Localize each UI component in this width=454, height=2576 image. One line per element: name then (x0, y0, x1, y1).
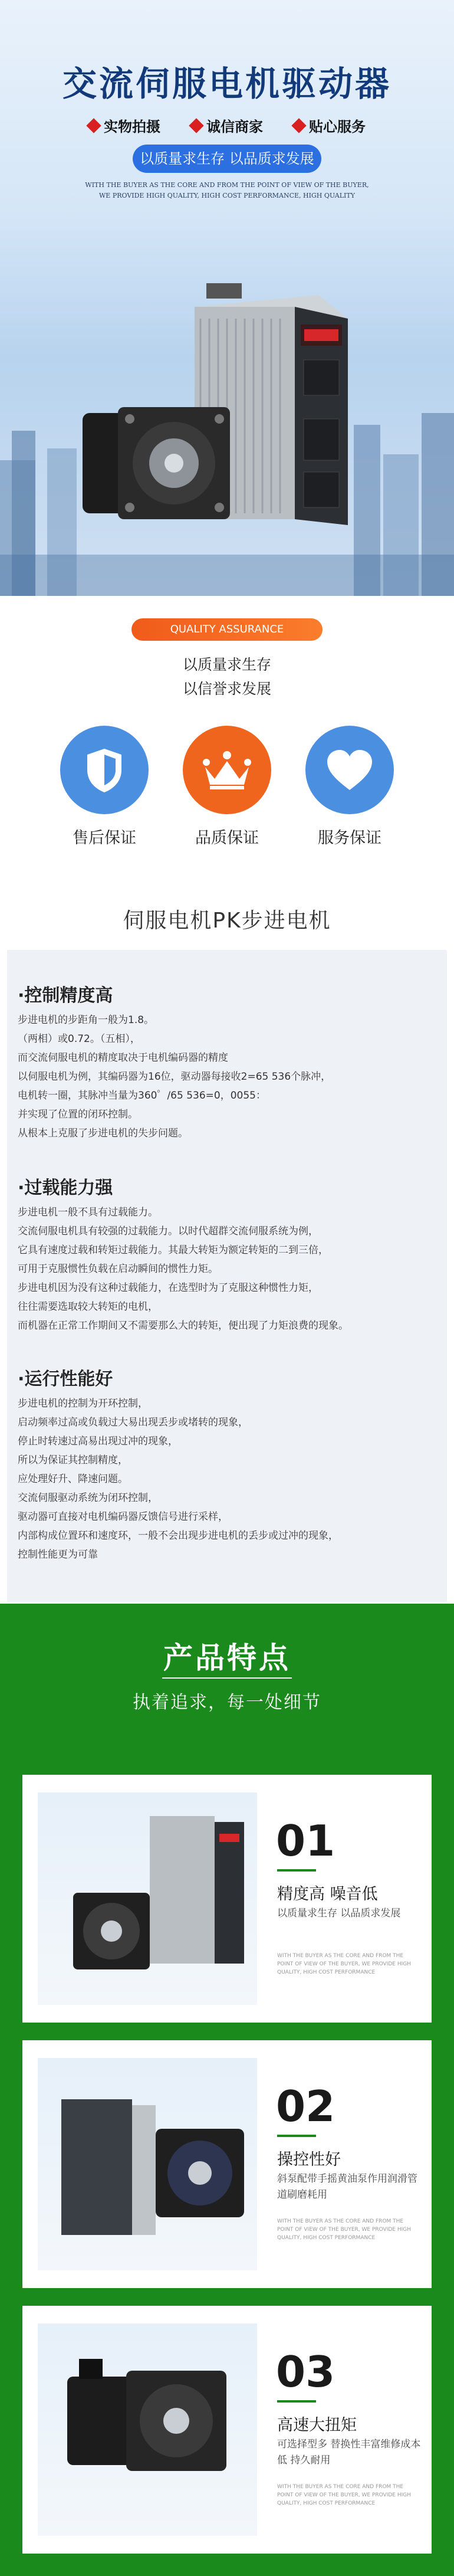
feature-underline (277, 2135, 316, 2137)
guarantee-quality (177, 726, 277, 848)
feature-english-text: WITH THE BUYER AS THE CORE AND FROM THE POINT OF VIEW OF THE BUYER, WE PROVIDE HIGH QUALITY, HIGH COST PERFORMANCE (277, 2484, 411, 2506)
compare-panel (7, 950, 447, 1602)
compare-line: 它具有速度过载和转矩过载能力。其最大转矩为额定转矩的二到三倍， (18, 1244, 328, 1256)
compare-line: 交流伺服驱动系统为闭环控制， (18, 1492, 158, 1504)
hero-feature-list (0, 115, 454, 136)
compare-line: 停止时转速过高易出现过冲的现象， (18, 1436, 178, 1447)
compare-line: 步进电机一般不具有过载能力。 (18, 1207, 158, 1218)
features-subtitle: 执着追求，每一处细节 (133, 1692, 321, 1713)
guarantee-list (0, 726, 454, 850)
compare-line: 内部构成位置环和速度环，一般不会出现步进电机的丢步或过冲的现象， (18, 1530, 338, 1542)
guarantee-label: 品质保证 (195, 829, 259, 847)
compare-line: 步进电机因为没有这种过载能力，在选型时为了克服这种惯性力矩， (18, 1282, 318, 1294)
compare-line: 步进电机的步距角一般为1.8。 (18, 1014, 154, 1026)
guarantee-label: 售后保证 (73, 829, 136, 847)
servo-motor-illustration (83, 389, 236, 543)
guarantee-circle (60, 726, 149, 814)
hero-banner (0, 0, 454, 596)
product-image (38, 1792, 257, 2005)
compare-title: 伺服电机PK步进电机 (123, 909, 331, 933)
compare-line: 驱动器可直接对电机编码器反馈信号进行采样， (18, 1511, 228, 1523)
compare-line: 往往需要选取较大转矩的电机， (18, 1301, 158, 1313)
feature-card-2 (22, 2040, 432, 2288)
qa-line-1: 以质量求生存 (182, 656, 271, 673)
product-image (38, 2058, 257, 2270)
hero-feature-3 (294, 115, 366, 136)
compare-line: 并实现了位置的闭环控制。 (18, 1109, 138, 1120)
compare-line: 而交流伺服电机的精度取决于电机编码器的精度 (18, 1052, 228, 1064)
feature-name: 高速大扭矩 (277, 2416, 357, 2434)
hero-english-line: WITH THE BUYER AS THE CORE AND FROM THE POINT OF VIEW OF THE BUYER, (85, 181, 369, 189)
drive-motor-image (38, 1792, 257, 2005)
compare-line: 应处理好升、降速问题。 (18, 1473, 128, 1485)
hero-slogan: 以质量求生存 以品质求发展 (133, 145, 321, 173)
hero-feature-label: 贴心服务 (309, 119, 366, 135)
feature-name: 精度高 噪音低 (277, 1885, 378, 1903)
feature-card-3 (22, 2306, 432, 2554)
compare-line: （两相）或0.72。（五相）， (18, 1033, 140, 1045)
hero-feature-label: 实物拍摄 (104, 119, 160, 135)
compare-line: 控制性能更为可靠 (18, 1549, 98, 1561)
shield-icon (84, 746, 125, 794)
compare-line: 从根本上克服了步进电机的失步问题。 (18, 1128, 188, 1139)
diamond-icon (86, 118, 101, 133)
compare-line: 交流伺服电机具有较强的过载能力。以时代超群交流伺服系统为例， (18, 1225, 318, 1237)
heart-icon (325, 748, 374, 792)
hero-english-text (80, 180, 374, 201)
compare-line: 可用于克服惯性负载在启动瞬间的惯性力矩。 (18, 1263, 218, 1275)
hero-feature-1 (88, 115, 160, 136)
diamond-icon (291, 118, 306, 133)
compare-line: 启动频率过高或负载过大易出现丢步或堵转的现象， (18, 1417, 248, 1428)
compare-line: 所以为保证其控制精度， (18, 1454, 128, 1466)
features-title: 产品特点 (163, 1641, 291, 1675)
feature-english-text: WITH THE BUYER AS THE CORE AND FROM THE POINT OF VIEW OF THE BUYER, WE PROVIDE HIGH QUALITY, HIGH COST PERFORMANCE (277, 2218, 411, 2241)
hero-feature-2 (191, 115, 263, 136)
feature-english-text: WITH THE BUYER AS THE CORE AND FROM THE POINT OF VIEW OF THE BUYER, WE PROVIDE HIGH QUALITY, HIGH COST PERFORMANCE (277, 1953, 411, 1975)
guarantee-service (300, 726, 400, 848)
compare-heading: ·控制精度高 (18, 985, 113, 1006)
product-image (38, 2323, 257, 2536)
feature-description: 斜泵配带手摇黄油泵作用润滑管道刷磨耗用 (277, 2173, 417, 2201)
hero-title: 交流伺服电机驱动器 (62, 64, 392, 104)
guarantee-circle (183, 726, 271, 814)
compare-heading: ·运行性能好 (18, 1369, 113, 1389)
feature-underline (277, 2400, 316, 2403)
compare-line: 电机转一圈，其脉冲当量为360゜/65 536=0，0055： (18, 1090, 266, 1102)
compare-line: 以伺服电机为例，其编码器为16位，驱动器每接收2=65 536个脉冲， (18, 1071, 331, 1083)
diamond-icon (189, 118, 203, 133)
feature-underline (277, 1869, 316, 1872)
compare-line: 而机器在正常工作期间又不需要那么大的转矩，便出现了力矩浪费的现象。 (18, 1320, 348, 1332)
drive-motor-image (38, 2058, 257, 2270)
feature-card-1 (22, 1775, 432, 2023)
product-features-section (0, 1604, 454, 2576)
feature-description: 可选择型多 替换性丰富维修成本低 持久耐用 (277, 2439, 421, 2466)
crown-icon (202, 749, 252, 791)
features-divider (162, 1677, 292, 1679)
feature-description: 以质量求生存 以品质求发展 (277, 1908, 401, 1919)
qa-line-2: 以信誉求发展 (182, 680, 271, 697)
feature-name: 操控性好 (277, 2151, 341, 2169)
compare-line: 步进电机的控制为开环控制， (18, 1398, 148, 1410)
feature-number: 01 (276, 1816, 335, 1866)
compare-heading: ·过载能力强 (18, 1178, 113, 1198)
guarantee-after-sales (54, 726, 154, 848)
motor-image (38, 2323, 257, 2536)
guarantee-circle (305, 726, 394, 814)
hero-feature-label: 诚信商家 (206, 119, 263, 135)
quality-assurance-pill: QUALITY ASSURANCE (131, 618, 323, 641)
guarantee-label: 服务保证 (318, 829, 381, 847)
hero-english-line: WE PROVIDE HIGH QUALITY, HIGH COST PERFORMANCE, HIGH QUALITY (98, 192, 355, 199)
feature-number: 03 (276, 2347, 335, 2397)
feature-number: 02 (276, 2082, 335, 2131)
